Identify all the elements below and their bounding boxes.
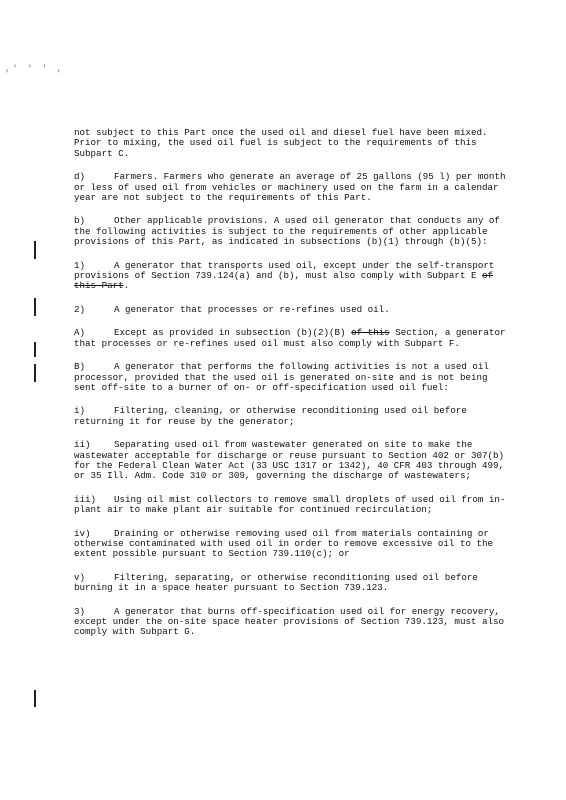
scan-mark: ,' ' ' , xyxy=(5,64,65,74)
struck-text: of this xyxy=(351,327,390,339)
paragraph: d) Farmers. Farmers who generate an average of 25 gallons (95 l) per month or less of used oil from vehicles or machinery used on the farm in a calendar year are not subject to the requirements of this Part. xyxy=(74,171,506,204)
paragraph: 2) A generator that processes or re-refines used oil. xyxy=(74,303,390,315)
paragraph: iii) Using oil mist collectors to remove small droplets of used oil from in-plant air to make plant air suitable for continued recirculation; xyxy=(74,493,506,516)
struck-text: of this Part xyxy=(74,270,494,292)
paragraph: ii) Separating used oil from wastewater generated on site to make the wastewater acceptable for discharge or reuse pursuant to Section 402 or 307(b) for the Federal Clean Water Act (33 USC 1317 or 1342), 40 CFR 403 through 499, or 35 Ill. Adm. Code 310 or 309, governing the discharge of wastewaters; xyxy=(74,439,505,482)
revision-bar xyxy=(34,690,36,707)
paragraph: b) Other applicable provisions. A used oil generator that conducts any of the following activities is subject to the requirements of other applicable provisions of this Part, as indicated in subsections (b)(1) through (b)(5): xyxy=(74,215,500,248)
paragraph: iv) Draining or otherwise removing used oil from materials containing or otherwise contaminated with used oil in order to remove excessive oil to the extent possible pursuant to Section 739.110(c); or xyxy=(74,527,494,560)
paragraph: not subject to this Part once the used oil and diesel fuel have been mixed. Prior to mixing, the used oil fuel is subject to the requirements of this Subpart C. xyxy=(74,127,488,159)
paragraph: A) Except as provided in subsection (b)(2)(B) of this Section, a generator that processes or re-refines used oil must also comply with Subpart F. xyxy=(74,327,506,349)
paragraph: 1) A generator that transports used oil, except under the self-transport provisions of Section 739.124(a) and (b), must also comply with Subpart E of this Part. xyxy=(74,259,495,292)
revision-bar xyxy=(34,364,36,382)
revision-bar xyxy=(34,241,36,259)
paragraph: 3) A generator that burns off-specification used oil for energy recovery, except under the on-site space heater provisions of Section 739.123, must also comply with Subpart G. xyxy=(74,605,505,638)
paragraph: v) Filtering, separating, or otherwise reconditioning used oil before burning it in a space heater pursuant to Section 739.123. xyxy=(74,571,478,594)
document-body xyxy=(74,128,514,651)
paragraph: B) A generator that performs the following activities is not a used oil processor, provided that the used oil is generated on-site and is not being sent off-site to a burner of on- or off-specification used oil fuel: xyxy=(74,361,489,393)
paragraph: i) Filtering, cleaning, or otherwise reconditioning used oil before returning it for reuse by the generator; xyxy=(74,405,467,427)
revision-bar xyxy=(34,342,36,357)
revision-bar xyxy=(34,298,36,316)
